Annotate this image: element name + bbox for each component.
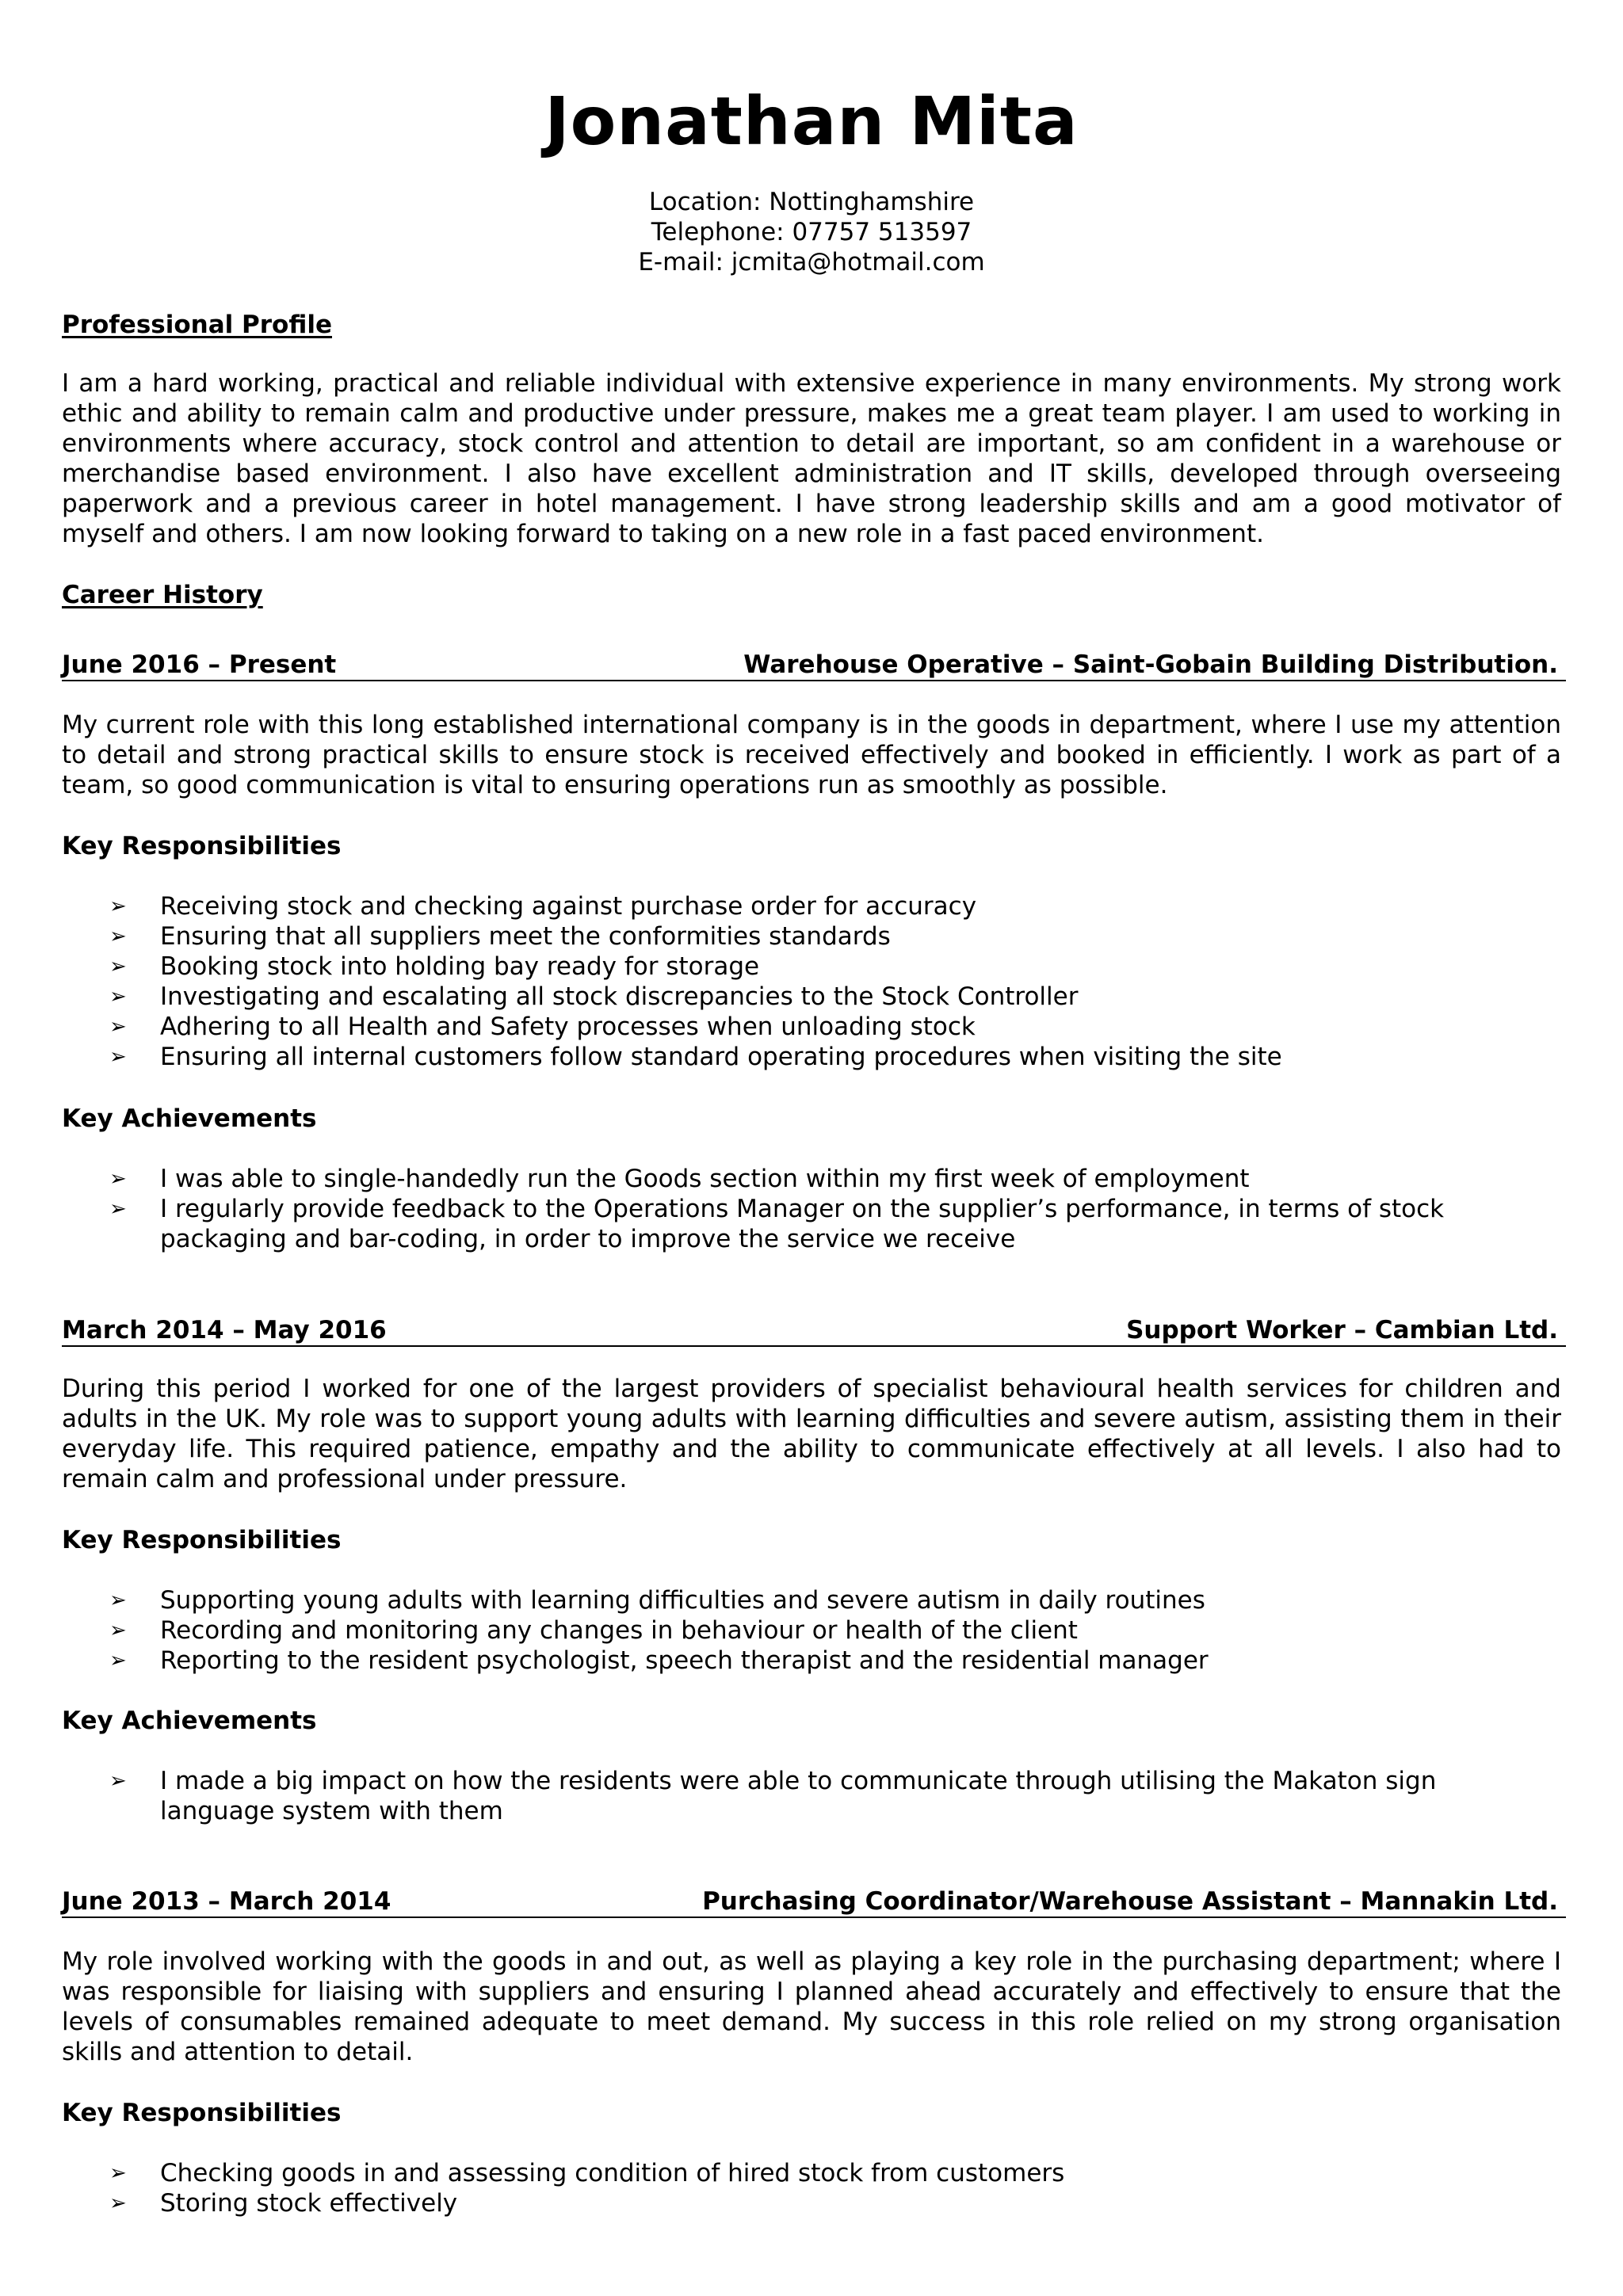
list-item: ➢ Checking goods in and assessing condition of hired stock from customers [109, 2159, 1065, 2187]
arrow-bullet-icon: ➢ [109, 955, 127, 978]
arrow-bullet-icon: ➢ [109, 2191, 127, 2215]
list-item: ➢ I was able to single-handedly run the Goods section within my first week of employment [109, 1165, 1250, 1193]
achievements-list-1 [62, 1164, 1561, 1254]
job-header-1 [62, 650, 1566, 681]
list-item: ➢ Ensuring that all suppliers meet the conformities standards [109, 922, 891, 951]
list-item: ➢ Supporting young adults with learning difficulties and severe autism in daily routines [109, 1586, 1205, 1615]
job-header-2 [62, 1315, 1566, 1347]
list-item: ➢ I regularly provide feedback to the Operations Manager on the supplier’s performance, in terms of stock packaging and bar-coding, in order to improve the service we receive [109, 1195, 1445, 1253]
arrow-bullet-icon: ➢ [109, 985, 127, 1009]
responsibilities-heading-1: Key Responsibilities [62, 832, 342, 860]
list-item: ➢ Recording and monitoring any changes in behaviour or health of the client [109, 1616, 1078, 1645]
list-item: ➢ Storing stock effectively [109, 2189, 458, 2218]
arrow-bullet-icon: ➢ [109, 1649, 127, 1672]
job-summary-2: During this period I worked for one of the largest providers of specialist behavioural health services for children and adults in the UK. My role was to support young adults with learning difficulties and severe autism, assisting them in their everyday life. This required patience, empathy and the ability to communicate effectively at all levels. I also had to remain calm and professional under pressure. [62, 1375, 1561, 1493]
list-item: ➢ Ensuring all internal customers follow standard operating procedures when visiting the site [109, 1043, 1282, 1071]
responsibilities-heading-3: Key Responsibilities [62, 2099, 342, 2127]
list-item: ➢ Reporting to the resident psychologist, speech therapist and the residential manager [109, 1646, 1209, 1675]
list-item: ➢ Booking stock into holding bay ready for storage [109, 952, 760, 981]
job-dates: June 2013 – March 2014 [62, 1887, 391, 1916]
responsibilities-list-3 [62, 2158, 1561, 2218]
arrow-bullet-icon: ➢ [109, 1167, 127, 1191]
arrow-bullet-icon: ➢ [109, 2161, 127, 2185]
contact-details [62, 187, 1561, 277]
achievements-heading-2: Key Achievements [62, 1707, 317, 1735]
career-heading: Career History [62, 581, 263, 609]
job-summary-3: My role involved working with the goods in and out, as well as playing a key role in the purchasing department; where I was responsible for liaising with suppliers and ensuring I planned ahead accurately and effectively to ensure that the levels of consumables remained adequate to meet demand. My success in this role relied on my strong organisation skills and attention to detail. [62, 1947, 1561, 2066]
arrow-bullet-icon: ➢ [109, 1619, 127, 1642]
list-item: ➢ I made a big impact on how the residents were able to communicate through utilising the Makaton sign language system with them [109, 1767, 1437, 1825]
email-line: E-mail: jcmita@hotmail.com [638, 248, 985, 277]
arrow-bullet-icon: ➢ [109, 894, 127, 918]
list-item: ➢ Investigating and escalating all stock discrepancies to the Stock Controller [109, 982, 1079, 1011]
location-line: Location: Nottinghamshire [648, 188, 975, 216]
job-summary-1: My current role with this long established international company is in the goods in department, where I use my attention to detail and strong practical skills to ensure stock is received effectively and booked in efficiently. I work as part of a team, so good communication is vital to ensuring operations run as smoothly as possible. [62, 711, 1561, 799]
achievements-list-2 [62, 1766, 1561, 1826]
profile-heading: Professional Profile [62, 311, 332, 339]
job-role: Purchasing Coordinator/Warehouse Assistant – Mannakin Ltd. [702, 1887, 1558, 1916]
job-dates: March 2014 – May 2016 [62, 1316, 387, 1344]
list-item: ➢ Receiving stock and checking against purchase order for accuracy [109, 892, 977, 921]
arrow-bullet-icon: ➢ [109, 1769, 127, 1793]
list-item: ➢ Adhering to all Health and Safety processes when unloading stock [109, 1013, 976, 1041]
responsibilities-list-1 [62, 891, 1561, 1072]
arrow-bullet-icon: ➢ [109, 1015, 127, 1039]
arrow-bullet-icon: ➢ [109, 1589, 127, 1612]
achievements-heading-1: Key Achievements [62, 1104, 317, 1133]
profile-text: I am a hard working, practical and reliable individual with extensive experience in many environments. My strong work ethic and ability to remain calm and productive under pressure, makes me a great team player. I am used to working in environments where accuracy, stock control and attention to detail are important, so am confident in a warehouse or merchandise based environment. I also have excellent administration and IT skills, developed through overseeing paperwork and a previous career in hotel management. I have strong leadership skills and am a good motivator of myself and others. I am now looking forward to taking on a new role in a fast paced environment. [62, 369, 1561, 548]
job-role: Support Worker – Cambian Ltd. [1126, 1316, 1558, 1344]
arrow-bullet-icon: ➢ [109, 925, 127, 948]
job-dates: June 2016 – Present [62, 650, 337, 679]
responsibilities-list-2 [62, 1585, 1561, 1676]
telephone-line: Telephone: 07757 513597 [651, 218, 972, 246]
candidate-name: Jonathan Mita [544, 82, 1079, 160]
job-header-3 [62, 1886, 1566, 1918]
arrow-bullet-icon: ➢ [109, 1197, 127, 1221]
job-role: Warehouse Operative – Saint-Gobain Building Distribution. [743, 650, 1558, 679]
responsibilities-heading-2: Key Responsibilities [62, 1526, 342, 1554]
arrow-bullet-icon: ➢ [109, 1045, 127, 1069]
